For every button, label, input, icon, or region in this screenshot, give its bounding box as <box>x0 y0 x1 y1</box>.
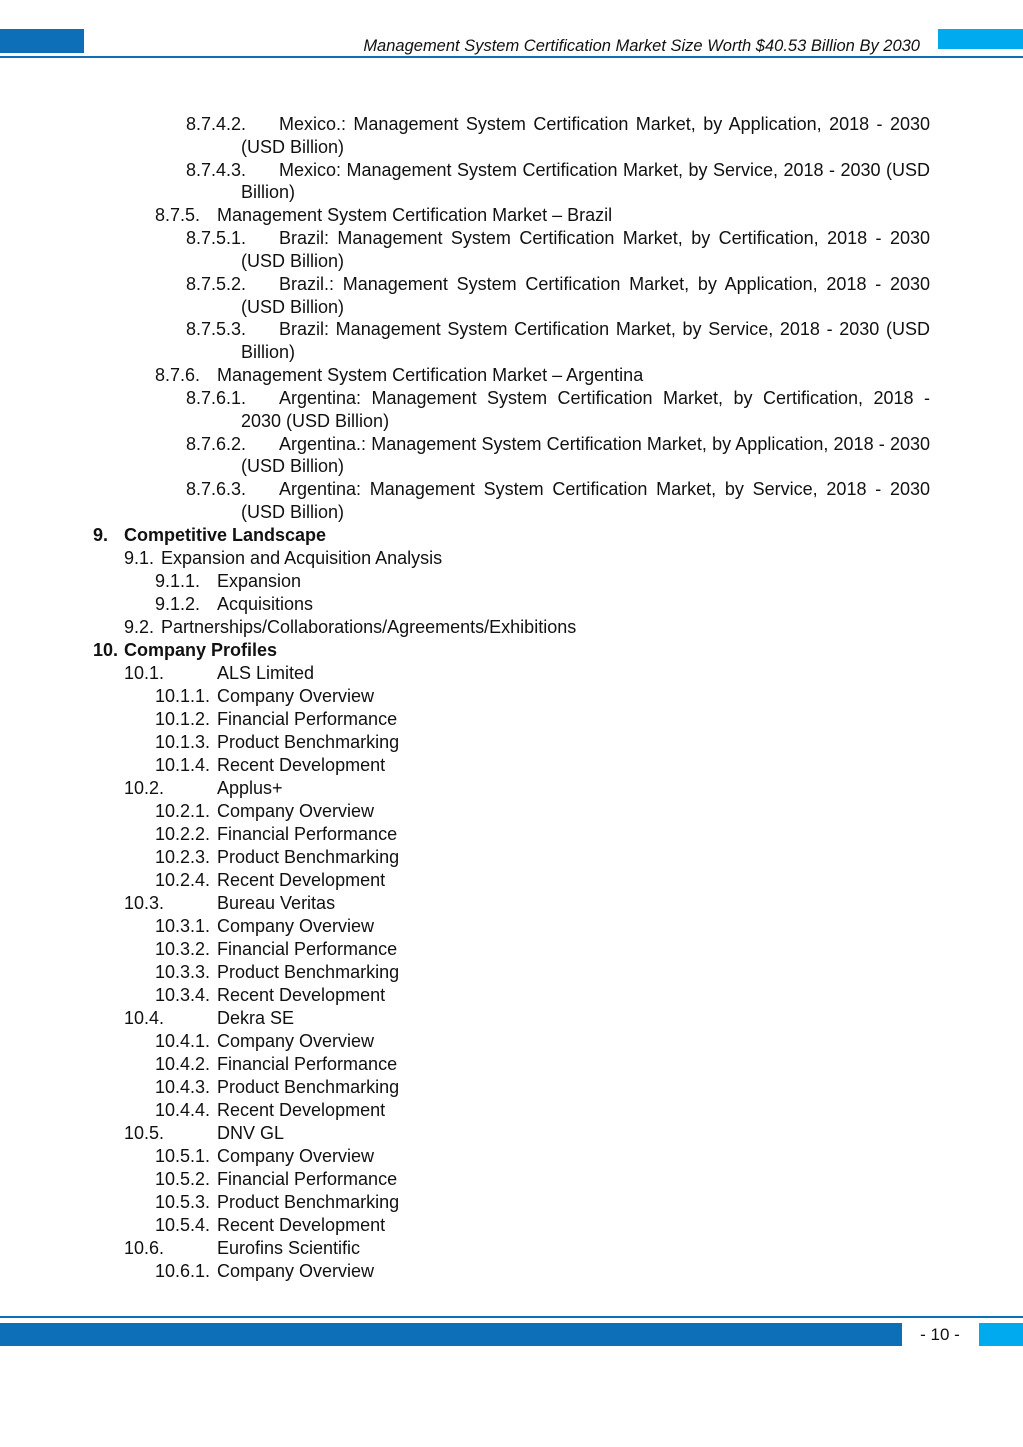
toc-entry-text: Brazil.: Management System Certification Market, by Application, 2018 - 2030 (USD Billion) <box>241 273 930 317</box>
toc-entry <box>0 318 1023 364</box>
toc-entry-text: Partnerships/Collaborations/Agreements/Exhibitions <box>161 616 577 637</box>
toc-entry <box>0 1122 1023 1145</box>
toc-entry-number: 8.7.6.1. <box>186 387 247 408</box>
toc-entry-text: ALS Limited <box>217 662 315 683</box>
toc-entry-number: 9.1.1. <box>155 570 201 591</box>
toc-entry-text: Product Benchmarking <box>217 731 400 752</box>
toc-entry-text: Company Overview <box>217 915 375 936</box>
toc-entry-text: Company Overview <box>217 1145 375 1166</box>
toc-entry <box>0 915 1023 938</box>
toc-entry-number: 10.1. <box>124 662 165 683</box>
toc-entry-text: Recent Development <box>217 1214 386 1235</box>
toc-entry <box>0 547 1023 570</box>
toc-entry-number: 10.4.2. <box>155 1053 211 1074</box>
toc-entry <box>0 1007 1023 1030</box>
toc-entry-number: 10.1.4. <box>155 754 211 775</box>
toc-entry-text: Product Benchmarking <box>217 1076 400 1097</box>
footer-right-block <box>979 1323 1023 1346</box>
toc-entry <box>0 846 1023 869</box>
footer-rule <box>0 1316 1023 1318</box>
toc-entry <box>0 1260 1023 1283</box>
toc-entry-number: 8.7.5. <box>155 205 201 226</box>
toc-entry-number: 9.2. <box>124 616 155 637</box>
toc-entry-text: Expansion <box>217 570 302 591</box>
toc-entry-text: Management System Certification Market – Brazil <box>217 205 613 226</box>
toc-entry-number: 10.3. <box>124 892 165 913</box>
toc-entry <box>0 685 1023 708</box>
toc-entry-number: 10.5. <box>124 1122 165 1143</box>
toc-entry-number: 10.4.4. <box>155 1099 211 1120</box>
toc-entry <box>0 570 1023 593</box>
toc-entry <box>0 387 1023 433</box>
table-of-contents <box>0 113 1023 1283</box>
toc-entry-text: Company Overview <box>217 685 375 706</box>
toc-entry-number: 8.7.4.3. <box>186 159 247 180</box>
toc-entry <box>0 731 1023 754</box>
toc-entry-text: Recent Development <box>217 1099 386 1120</box>
toc-entry-number: 10.2. <box>124 777 165 798</box>
toc-entry-number: 10.5.3. <box>155 1191 211 1212</box>
toc-entry-text: Recent Development <box>217 754 386 775</box>
toc-entry-text: Applus+ <box>217 777 283 798</box>
toc-entry-text: Company Profiles <box>124 639 278 660</box>
toc-entry-number: 10.2.2. <box>155 823 211 844</box>
toc-entry <box>0 800 1023 823</box>
toc-entry <box>0 662 1023 685</box>
toc-entry <box>0 1214 1023 1237</box>
toc-entry-text: Product Benchmarking <box>217 961 400 982</box>
toc-entry-number: 10.6. <box>124 1237 165 1258</box>
toc-entry-number: 10.3.3. <box>155 961 211 982</box>
toc-entry-text: Recent Development <box>217 984 386 1005</box>
toc-entry-text: Argentina: Management System Certification Market, by Service, 2018 - 2030 (USD Billion) <box>241 479 930 522</box>
toc-entry-number: 10.3.4. <box>155 984 211 1005</box>
toc-entry-text: Mexico.: Management System Certification Market, by Application, 2018 - 2030 (USD Billion) <box>241 114 930 157</box>
toc-entry-number: 10.1.1. <box>155 685 211 706</box>
toc-entry-number: 10.5.1. <box>155 1145 211 1166</box>
toc-entry-number: 8.7.5.2. <box>186 273 247 294</box>
toc-entry <box>0 159 1023 205</box>
toc-entry-text: Argentina.: Management System Certification Market, by Application, 2018 - 2030 (USD Billion) <box>241 433 930 477</box>
toc-entry-number: 10.2.3. <box>155 846 211 867</box>
toc-entry-text: Financial Performance <box>217 938 398 959</box>
toc-entry-text: DNV GL <box>217 1122 285 1143</box>
toc-entry-text: Company Overview <box>217 800 375 821</box>
toc-entry <box>0 433 1023 479</box>
toc-entry-number: 8.7.6. <box>155 364 201 385</box>
toc-entry-text: Argentina: Management System Certification Market, by Certification, 2018 - 2030 (USD Billion) <box>241 387 930 431</box>
toc-entry <box>0 204 1023 227</box>
toc-entry-text: Management System Certification Market – Argentina <box>217 364 644 385</box>
toc-entry-text: Brazil: Management System Certification Market, by Certification, 2018 - 2030 (USD Billion) <box>241 228 930 271</box>
toc-entry-number: 8.7.5.1. <box>186 228 247 249</box>
document-header-title: Management System Certification Market Size Worth $40.53 Billion By 2030 <box>363 37 920 55</box>
toc-entry <box>0 777 1023 800</box>
toc-entry-text: Financial Performance <box>217 1168 398 1189</box>
header-left-block <box>0 29 84 53</box>
toc-entry-text: Brazil: Management System Certification Market, by Service, 2018 - 2030 (USD Billion) <box>241 319 930 363</box>
toc-entry <box>0 1237 1023 1260</box>
toc-entry-number: 10.6.1. <box>155 1260 211 1281</box>
toc-entry-number: 8.7.4.2. <box>186 114 247 134</box>
toc-entry <box>0 1076 1023 1099</box>
toc-entry-number: 10.4.1. <box>155 1030 211 1051</box>
toc-entry <box>0 273 1023 319</box>
toc-entry-text: Mexico: Management System Certification Market, by Service, 2018 - 2030 (USD Billion) <box>241 159 930 203</box>
toc-entry-text: Eurofins Scientific <box>217 1237 361 1258</box>
toc-entry-number: 10.5.4. <box>155 1214 211 1235</box>
toc-entry <box>0 892 1023 915</box>
toc-entry-number: 9.1. <box>124 547 155 568</box>
toc-entry <box>0 1145 1023 1168</box>
toc-entry-text: Acquisitions <box>217 593 314 614</box>
toc-entry-number: 8.7.5.3. <box>186 319 247 340</box>
toc-entry-number: 10.1.2. <box>155 708 211 729</box>
toc-entry-text: Bureau Veritas <box>217 892 336 913</box>
toc-entry-number: 10.3.1. <box>155 915 211 936</box>
toc-entry <box>0 364 1023 387</box>
toc-entry <box>0 1191 1023 1214</box>
toc-entry <box>0 524 1023 547</box>
toc-entry <box>0 938 1023 961</box>
toc-entry-number: 10.5.2. <box>155 1168 211 1189</box>
toc-entry-number: 10.2.4. <box>155 869 211 890</box>
toc-entry <box>0 227 1023 273</box>
toc-entry <box>0 869 1023 892</box>
toc-entry-text: Competitive Landscape <box>124 524 327 545</box>
toc-entry-text: Financial Performance <box>217 1053 398 1074</box>
toc-entry <box>0 1053 1023 1076</box>
toc-entry <box>0 754 1023 777</box>
header-rule <box>0 56 1023 58</box>
toc-entry-text: Product Benchmarking <box>217 1191 400 1212</box>
page-number: - 10 - <box>920 1325 960 1344</box>
toc-entry-number: 8.7.6.3. <box>186 479 247 500</box>
toc-entry <box>0 616 1023 639</box>
toc-entry-number: 10.4. <box>124 1007 165 1028</box>
toc-entry-text: Company Overview <box>217 1030 375 1051</box>
toc-entry-number: 10.4.3. <box>155 1076 211 1097</box>
toc-entry <box>0 961 1023 984</box>
toc-entry <box>0 984 1023 1007</box>
toc-entry <box>0 478 1023 524</box>
footer-bar <box>0 1323 902 1346</box>
toc-entry-text: Recent Development <box>217 869 386 890</box>
toc-entry <box>0 708 1023 731</box>
toc-entry <box>0 113 1023 159</box>
toc-entry-number: 10. <box>93 639 119 660</box>
toc-entry-text: Company Overview <box>217 1260 375 1281</box>
toc-entry <box>0 1099 1023 1122</box>
toc-entry <box>0 823 1023 846</box>
toc-entry-text: Product Benchmarking <box>217 846 400 867</box>
toc-entry-text: Expansion and Acquisition Analysis <box>161 547 443 568</box>
toc-entry-text: Financial Performance <box>217 823 398 844</box>
toc-entry-number: 8.7.6.2. <box>186 433 247 454</box>
toc-entry-number: 9.1.2. <box>155 593 201 614</box>
toc-entry-number: 9. <box>93 524 109 545</box>
toc-entry <box>0 593 1023 616</box>
toc-entry <box>0 639 1023 662</box>
toc-entry <box>0 1030 1023 1053</box>
header-right-block <box>938 29 1023 49</box>
toc-entry-text: Financial Performance <box>217 708 398 729</box>
toc-entry-number: 10.2.1. <box>155 800 211 821</box>
toc-entry-number: 10.1.3. <box>155 731 211 752</box>
toc-entry-number: 10.3.2. <box>155 938 211 959</box>
toc-entry <box>0 1168 1023 1191</box>
toc-entry-text: Dekra SE <box>217 1007 295 1028</box>
